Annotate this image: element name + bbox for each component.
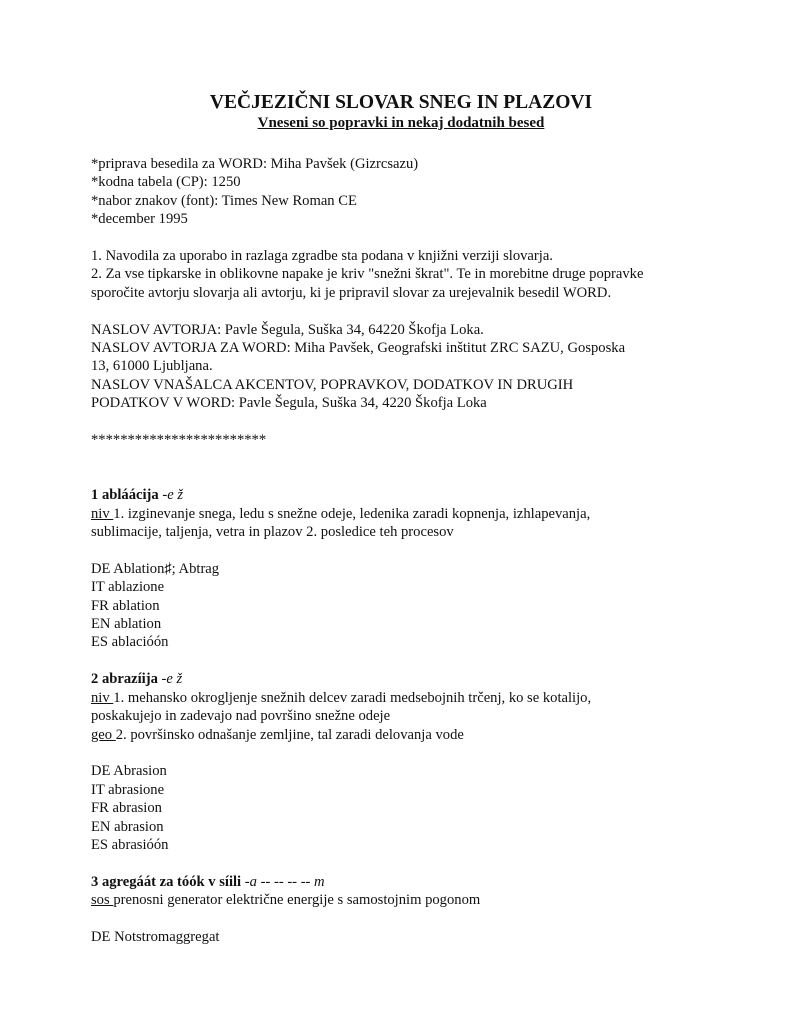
translation-line: EN abrasion [91,818,164,835]
address-line: NASLOV VNAŠALCA AKCENTOV, POPRAVKOV, DODATKOV IN DRUGIH [91,376,574,393]
meta-line: *nabor znakov (font): Times New Roman CE [91,192,357,209]
meta-line: *december 1995 [91,211,188,228]
meta-line: *priprava besedila za WORD: Miha Pavšek (Gizrcsazu) [91,156,419,172]
entry-grammar: -a -- -- -- -- m [244,873,325,890]
translation-line: DE Abrasion [91,763,167,780]
separator: ************************ [91,432,267,449]
document-page [91,92,711,946]
entry-sense [91,707,711,725]
entry-grammar: -e ž [161,671,183,688]
note-line: sporočite avtorju slovarja ali avtorju, ki je pripravil slovar za urejevalnik besedil WORD. [91,284,612,301]
domain-label: niv [91,689,114,706]
document-subtitle: Vneseni so popravki in nekaj dodatnih besed [257,115,545,131]
domain-label: sos [91,892,114,909]
translation-line: EN ablation [91,616,162,633]
entry-heading [91,486,711,504]
sense-text: poskakujejo in zadevajo nad površino snežne odeje [91,708,391,725]
entry-heading [91,670,711,688]
domain-label: geo [91,726,116,743]
dictionary-entry [91,670,711,854]
address-line: PODATKOV V WORD: Pavle Šegula, Suška 34, 4220 Škofja Loka [91,395,487,412]
domain-label: niv [91,505,114,522]
meta-line: *kodna tabela (CP): 1250 [91,174,241,191]
translation-line: IT ablazione [91,579,165,596]
entry-headword: 1 abláácija [91,487,159,504]
translation-line: ES abrasióón [91,836,169,853]
translation-line: DE Ablation♯; Abtrag [91,560,220,577]
translation-line: IT abrasione [91,781,165,798]
meta-block [91,155,711,229]
translation-line: DE Notstromaggregat [91,928,220,945]
sense-text: 1. mehansko okroglj​enje snežnih delcev zaradi medsebojnih trčenj, ko se kotalijo, [113,689,592,706]
addresses-block [91,321,711,413]
notes-block [91,247,711,302]
sense-text: prenosni generator električne energije s samostojnim pogonom [113,892,481,909]
entry-headword: 2 abrazíija [91,671,158,688]
entry-sense [91,891,711,909]
note-line: 1. Navodila za uporabo in razlaga zgradbe sta podana v knjižni verziji slovarja. [91,248,553,265]
address-line: 13, 61000 Ljubljana. [91,358,213,375]
dictionary-entry [91,486,711,652]
entry-sense [91,726,711,744]
address-line: NASLOV AVTORJA ZA WORD: Miha Pavšek, Geografski inštitut ZRC SAZU, Gosposka [91,340,626,357]
dictionary-entry [91,873,711,947]
sense-text: 1. izginevanje snega, ledu s snežne odeje, ledenika zaradi kopnenja, izhlapevanja, [113,505,591,522]
translation-line: ES ablacióón [91,634,169,651]
entry-sense [91,523,711,541]
sense-text: sublimacije, taljenja, vetra in plazov 2. posledice teh procesov [91,524,454,541]
note-line: 2. Za vse tipkarske in oblikovne napake je kriv "snežni škrat". Te in morebitne druge popravke [91,266,644,283]
entry-sense [91,689,711,707]
entry-heading [91,873,711,891]
document-title: VEČJEZIČNI SLOVAR SNEG IN PLAZOVI [209,92,593,113]
entry-grammar: -e ž [162,487,184,504]
translation-line: FR abrasion [91,800,162,817]
address-line: NASLOV AVTORJA: Pavle Šegula, Suška 34, 64220 Škofja Loka. [91,321,484,338]
sense-text: 2. površinsko odnašanje zemljine, tal zaradi delovanja vode [115,726,464,743]
entry-sense [91,505,711,523]
entry-headword: 3 agregáát za tóók v síili [91,873,242,890]
translation-line: FR ablation [91,597,160,614]
